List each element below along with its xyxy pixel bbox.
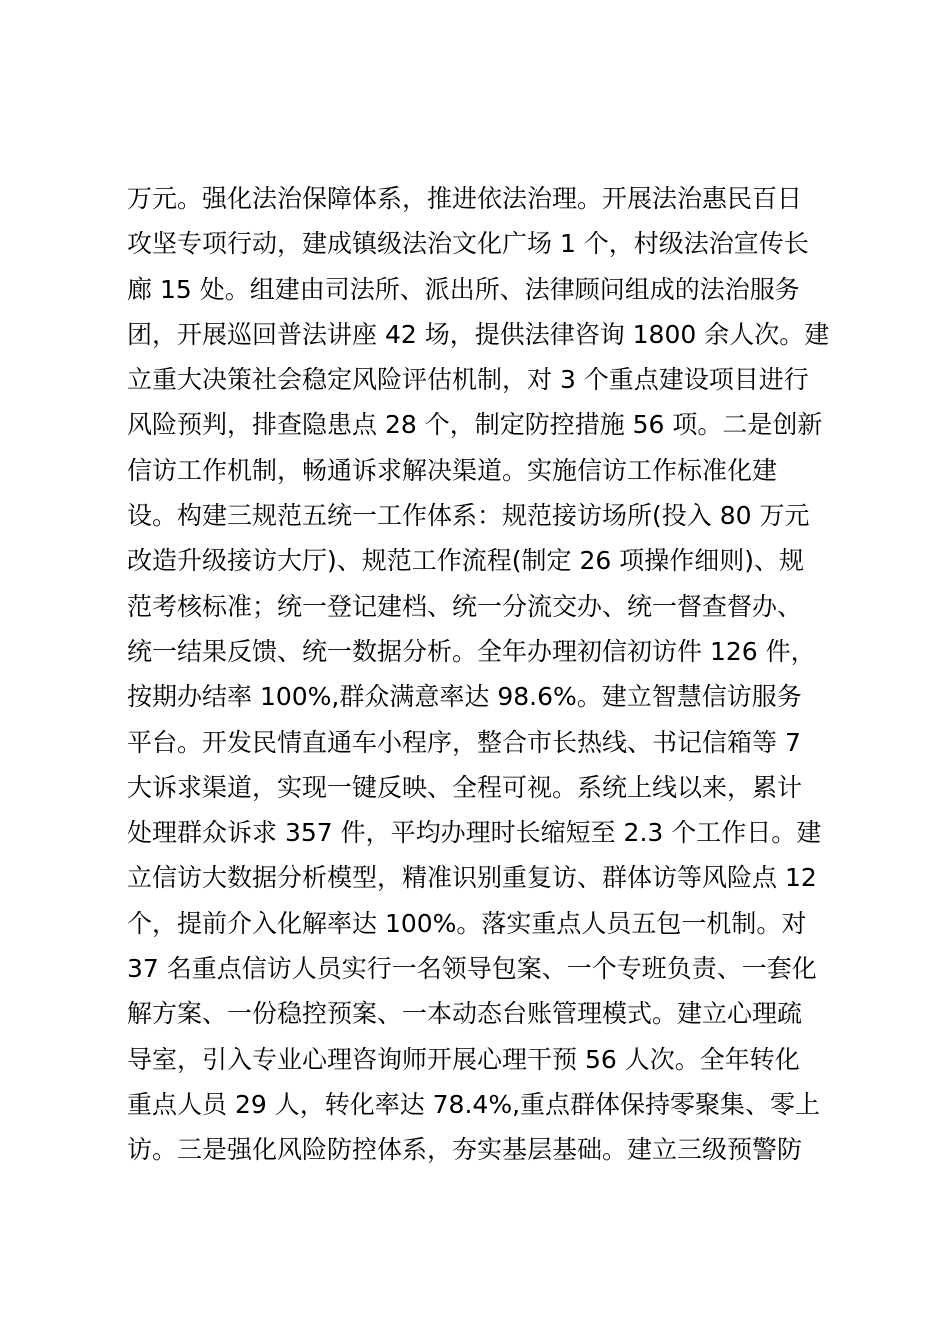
text-line-15: 处理群众诉求 357 件，平均办理时长缩短至 2.3 个工作日。建 bbox=[127, 818, 822, 848]
text-line-8: 设。构建三规范五统一工作体系：规范接访场所(投入 80 万元 bbox=[127, 501, 810, 531]
text-line-11: 统一结果反馈、统一数据分析。全年办理初信初访件 126 件， bbox=[127, 636, 816, 666]
text-line-18: 37 名重点信访人员实行一名领导包案、一个专班负责、一套化 bbox=[127, 954, 817, 984]
text-line-5: 立重大决策社会稳定风险评估机制，对 3 个重点建设项目进行 bbox=[127, 365, 809, 395]
text-line-10: 范考核标准；统一登记建档、统一分流交办、统一督查督办、 bbox=[127, 591, 803, 621]
body-paragraph bbox=[127, 176, 837, 1173]
text-line-12: 按期办结率 100%,群众满意率达 98.6%。建立智慧信访服务 bbox=[127, 682, 802, 712]
text-line-13: 平台。开发民情直通车小程序，整合市长热线、书记信箱等 7 bbox=[127, 727, 801, 757]
text-line-17: 个，提前介入化解率达 100%。落实重点人员五包一机制。对 bbox=[127, 908, 807, 938]
text-line-14: 大诉求渠道，实现一键反映、全程可视。系统上线以来，累计 bbox=[127, 772, 803, 802]
text-line-19: 解方案、一份稳控预案、一本动态台账管理模式。建立心理疏 bbox=[127, 999, 803, 1029]
text-line-7: 信访工作机制，畅通诉求解决渠道。实施信访工作标准化建 bbox=[127, 455, 778, 485]
text-line-22: 访。三是强化风险防控体系，夯实基层基础。建立三级预警防 bbox=[127, 1135, 803, 1165]
text-line-3: 廊 15 处。组建由司法所、派出所、法律顾问组成的法治服务 bbox=[127, 274, 800, 304]
text-line-4: 团，开展巡回普法讲座 42 场，提供法律咨询 1800 余人次。建 bbox=[127, 319, 830, 349]
text-line-1: 万元。强化法治保障体系，推进依法治理。开展法治惠民百日 bbox=[127, 184, 803, 213]
text-line-16: 立信访大数据分析模型，精准识别重复访、群体访等风险点 12 bbox=[127, 863, 817, 893]
text-line-9: 改造升级接访大厅)、规范工作流程(制定 26 项操作细则)、规 bbox=[127, 546, 804, 576]
text-line-6: 风险预判，排查隐患点 28 个，制定防控措施 56 项。二是创新 bbox=[127, 410, 823, 440]
text-line-21: 重点人员 29 人，转化率达 78.4%,重点群体保持零聚集、零上 bbox=[127, 1089, 821, 1119]
text-line-20: 导室，引入专业心理咨询师开展心理干预 56 人次。全年转化 bbox=[127, 1044, 800, 1074]
text-line-2: 攻坚专项行动，建成镇级法治文化广场 1 个，村级法治宣传长 bbox=[127, 229, 809, 259]
